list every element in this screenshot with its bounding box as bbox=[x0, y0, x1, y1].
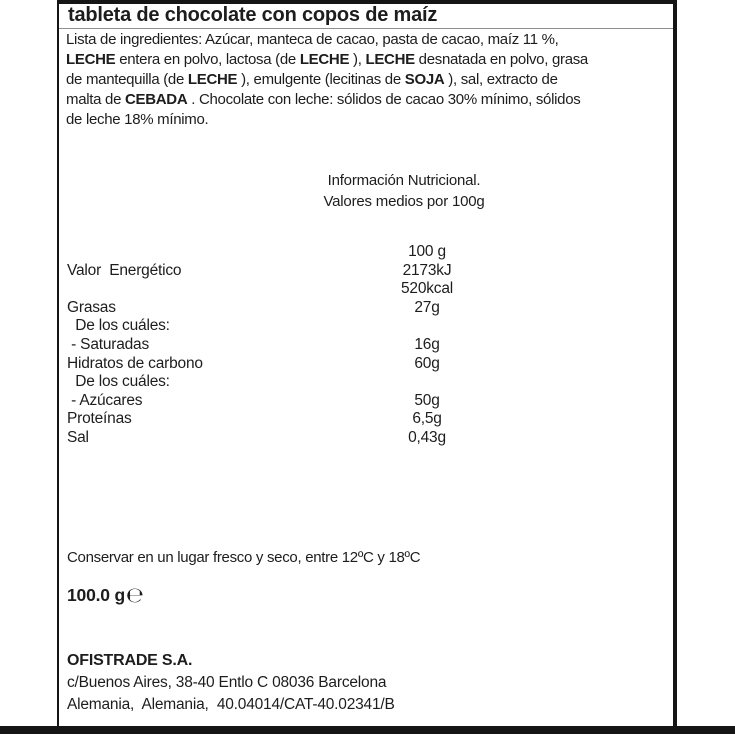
nutrition-row bbox=[59, 317, 673, 336]
nutrition-row-label: Grasas bbox=[67, 298, 116, 316]
nutrition-row bbox=[59, 410, 673, 429]
nutrition-row-value: 50g bbox=[414, 391, 440, 409]
net-weight bbox=[67, 583, 144, 607]
net-weight-value: 100.0 g bbox=[67, 585, 125, 605]
nutrition-header-line2: Valores medios por 100g bbox=[323, 192, 485, 210]
nutrition-row-label: De los cuáles: bbox=[67, 317, 170, 335]
title-divider bbox=[59, 28, 673, 29]
nutrition-row bbox=[59, 355, 673, 374]
ingredients-line: de mantequilla (de LECHE ), emulgente (lecitinas de SOJA ), sal, extracto de bbox=[66, 71, 558, 88]
nutrition-row bbox=[59, 299, 673, 318]
manufacturer-address-1: c/Buenos Aires, 38-40 Entlo C 08036 Barcelona bbox=[67, 674, 387, 691]
ingredients-line: de leche 18% mínimo. bbox=[66, 111, 209, 128]
nutrition-row bbox=[59, 373, 673, 392]
manufacturer-address-2: Alemania, Alemania, 40.04014/CAT-40.02341/B bbox=[67, 696, 395, 713]
ingredients-line: malta de CEBADA . Chocolate con leche: sólidos de cacao 30% mínimo, sólidos bbox=[66, 91, 581, 108]
nutrition-row-value: 60g bbox=[414, 354, 440, 372]
nutrition-row bbox=[59, 336, 673, 355]
nutrition-row-value: 16g bbox=[414, 335, 440, 353]
nutrition-row-value: 27g bbox=[414, 298, 440, 316]
ingredients-line: Lista de ingredientes: Azúcar, manteca de cacao, pasta de cacao, maíz 11 %, bbox=[66, 31, 559, 48]
nutrition-row bbox=[59, 280, 673, 299]
nutrition-row-label: Sal bbox=[67, 428, 89, 446]
nutrition-header bbox=[104, 171, 704, 212]
nutrition-row-value: 0,43g bbox=[408, 428, 446, 446]
nutrition-row-value: 2173kJ bbox=[402, 261, 452, 279]
storage-note: Conservar en un lugar fresco y seco, entre 12ºC y 18ºC bbox=[67, 549, 421, 566]
nutrition-row-value: 520kcal bbox=[400, 280, 454, 298]
nutrition-row-label: - Saturadas bbox=[67, 335, 150, 353]
nutrition-row-label: Valor Energético bbox=[67, 261, 182, 279]
nutrition-row bbox=[59, 392, 673, 411]
nutrition-row-label: Proteínas bbox=[67, 410, 132, 428]
nutrition-row bbox=[59, 243, 673, 262]
product-title: tableta de chocolate con copos de maíz bbox=[68, 4, 438, 26]
nutrition-row-value: 100 g bbox=[408, 243, 446, 260]
manufacturer-block bbox=[67, 650, 395, 716]
nutrition-row-label: - Azúcares bbox=[67, 391, 143, 409]
nutrition-header-line1: Información Nutricional. bbox=[327, 172, 481, 189]
nutrition-row-label: Hidratos de carbono bbox=[67, 354, 203, 372]
bottom-border-bar bbox=[0, 726, 735, 734]
estimated-sign-icon: ℮ bbox=[125, 583, 144, 607]
ingredients-line: LECHE entera en polvo, lactosa (de LECHE ), LECHE desnatada en polvo, grasa bbox=[66, 51, 588, 68]
nutrition-row bbox=[59, 429, 673, 448]
nutrition-table bbox=[59, 243, 673, 448]
manufacturer-name: OFISTRADE S.A. bbox=[67, 652, 193, 669]
nutrition-row bbox=[59, 262, 673, 281]
ingredients-text bbox=[66, 30, 666, 130]
label-box bbox=[57, 0, 677, 726]
nutrition-row-value: 6,5g bbox=[412, 410, 442, 428]
nutrition-row-label: De los cuáles: bbox=[67, 373, 170, 391]
